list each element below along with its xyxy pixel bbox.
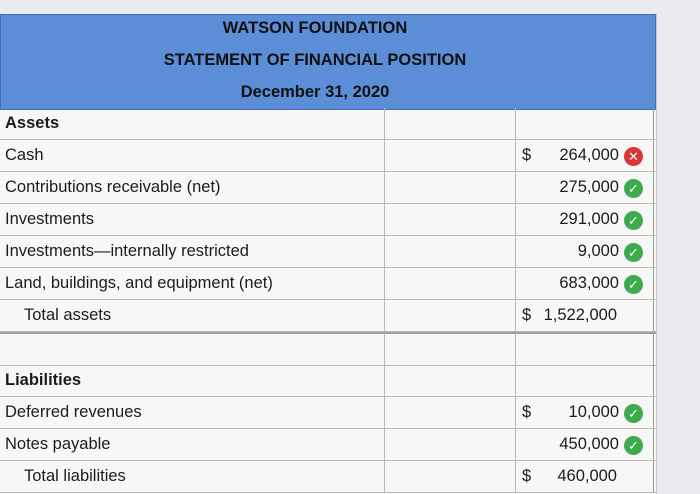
row-label: Total liabilities [24,467,126,485]
input-cell[interactable] [516,365,654,396]
row-label: Investments [5,210,94,228]
amount-value: 1,522,000 [543,306,617,324]
check-circle-icon: ✓ [624,211,643,230]
amount-value: 450,000 [559,435,619,453]
amount-cell[interactable] [516,172,654,203]
total-liabilities-row [0,461,656,493]
amount-value: 683,000 [559,274,619,292]
input-cell[interactable] [385,461,516,492]
amount-value: 9,000 [577,242,619,260]
assets-heading: Assets [5,114,60,132]
statement-header [0,14,656,110]
input-cell[interactable] [385,236,516,267]
input-cell[interactable] [385,365,516,396]
amount-cell[interactable] [516,300,654,331]
amount-value: 460,000 [557,467,617,485]
liabilities-heading: Liabilities [5,371,82,389]
input-cell[interactable] [385,140,516,171]
check-circle-icon: ✓ [624,436,643,455]
row-label: Contributions receivable (net) [5,178,221,196]
total-assets-row [0,300,656,332]
org-title: WATSON FOUNDATION [222,19,408,37]
input-cell[interactable] [385,268,516,299]
row-label: Notes payable [5,435,111,453]
dollar-sign: $ [522,146,532,164]
input-cell[interactable] [385,300,516,331]
check-circle-icon: ✓ [624,275,643,294]
dollar-sign: $ [522,306,532,324]
amount-cell[interactable] [516,236,654,267]
table-row [0,268,656,300]
input-cell[interactable] [385,397,516,428]
blank-row [0,332,656,366]
row-label: Deferred revenues [5,403,142,421]
input-cell[interactable] [516,334,654,365]
amount-cell[interactable] [516,140,654,171]
table-row [0,172,656,204]
amount-cell[interactable] [516,397,654,428]
input-cell[interactable] [385,172,516,203]
row-label: Total assets [24,306,112,324]
table-row [0,429,656,461]
x-circle-icon: ✕ [624,147,643,166]
table-row [0,140,656,172]
amount-cell[interactable] [516,429,654,460]
amount-cell[interactable] [516,204,654,235]
check-circle-icon: ✓ [624,243,643,262]
amount-cell[interactable] [516,461,654,492]
amount-value: 275,000 [559,178,619,196]
input-cell[interactable] [385,108,516,139]
statement-date: December 31, 2020 [240,83,390,101]
input-cell[interactable] [385,334,516,365]
input-cell[interactable] [385,204,516,235]
row-label: Land, buildings, and equipment (net) [5,274,273,292]
amount-value: 264,000 [559,146,619,164]
input-cell[interactable] [516,108,654,139]
check-circle-icon: ✓ [624,179,643,198]
check-circle-icon: ✓ [624,404,643,423]
table-row [0,236,656,268]
amount-value: 10,000 [568,403,619,421]
assets-heading-row [0,108,656,140]
amount-cell[interactable] [516,268,654,299]
amount-value: 291,000 [559,210,619,228]
row-label: Investments—internally restricted [5,242,249,260]
liabilities-heading-row [0,365,656,397]
financial-statement-sheet [0,14,657,494]
table-row [0,204,656,236]
statement-title: STATEMENT OF FINANCIAL POSITION [163,51,467,69]
table-row [0,397,656,429]
row-label: Cash [5,146,44,164]
dollar-sign: $ [522,467,532,485]
dollar-sign: $ [522,403,532,421]
input-cell[interactable] [385,429,516,460]
